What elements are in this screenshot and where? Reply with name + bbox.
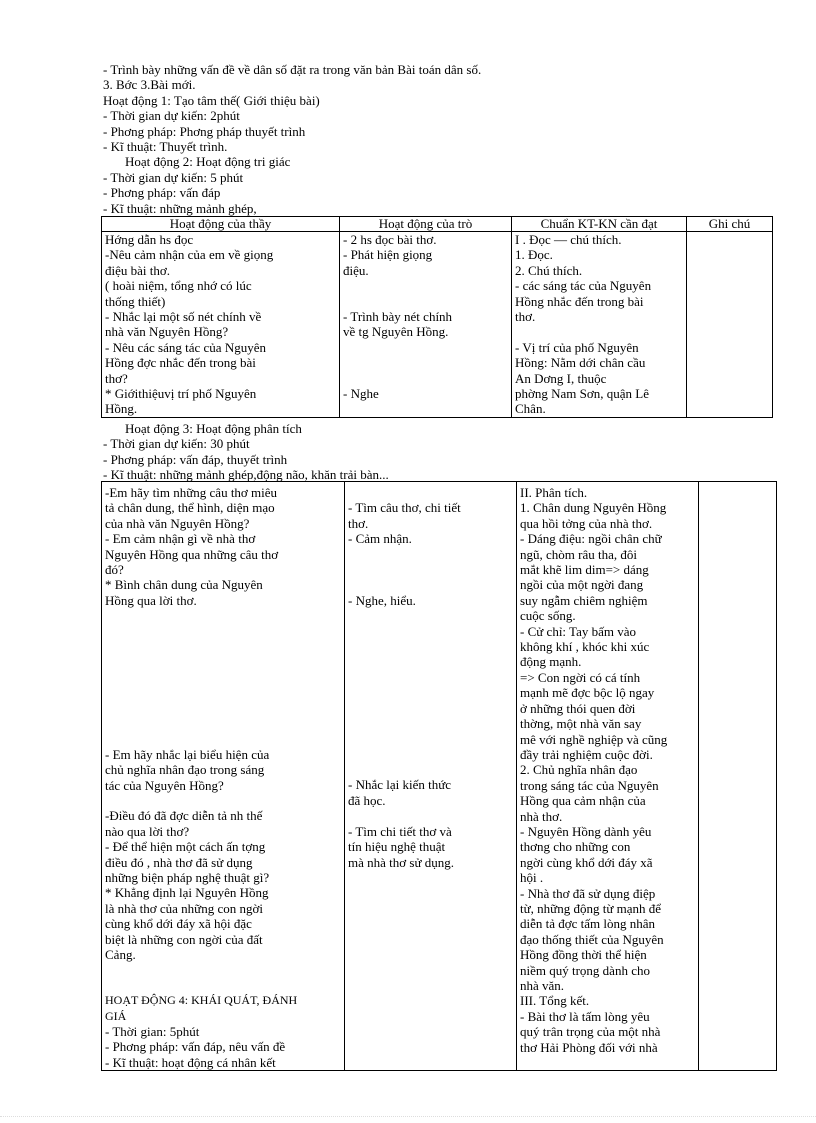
intro-line: - Kĩ thuật: Thuyết trình. — [103, 139, 228, 155]
cell-line: - Nhắc lại một số nét chính về — [105, 309, 262, 325]
cell-line: - Em hãy nhắc lại biểu hiện của — [105, 746, 270, 762]
cell-line: đạo thống thiết của Nguyên — [520, 931, 664, 947]
cell-gap — [105, 962, 341, 977]
notes-cell — [699, 482, 777, 1071]
header-student: Hoạt động của trò — [340, 217, 512, 232]
cell-line: => Con ngời có cá tính — [520, 669, 641, 685]
intro-line: - Phơng pháp: vấn đáp — [103, 185, 221, 201]
cell-line: * Giớithiệuvị trí phố Nguyên — [105, 386, 257, 402]
cell-gap — [348, 624, 513, 639]
cell-gap — [348, 639, 513, 654]
standard-cell — [517, 482, 699, 1071]
cell-line: niềm quý trọng dành cho — [520, 962, 650, 978]
student-cell — [345, 482, 517, 1071]
cell-line: tín hiệu nghệ thuật — [348, 839, 446, 855]
cell-line: điệu bài thơ. — [105, 262, 170, 278]
cell-line: An Dơng I, thuộc — [515, 370, 607, 386]
intro-line: Hoạt động 1: Tạo tâm thế( Giới thiệu bài) — [103, 92, 320, 108]
cell-gap — [343, 355, 508, 370]
cell-line: GIÁ — [105, 1008, 127, 1023]
cell-gap — [105, 670, 341, 685]
table-row — [102, 482, 777, 1071]
cell-line: nhà văn. — [520, 978, 565, 993]
cell-line: thống thiết) — [105, 293, 166, 309]
cell-line: I . Đọc — chú thích. — [515, 232, 622, 247]
cell-line: 1. Chân dung Nguyên Hồng — [520, 500, 667, 516]
cell-gap — [348, 808, 513, 823]
cell-gap — [348, 731, 513, 746]
cell-gap — [105, 731, 341, 746]
cell-gap — [105, 793, 341, 808]
cell-gap — [348, 685, 513, 700]
cell-line: của nhà văn Nguyên Hồng? — [105, 515, 250, 531]
cell-line: biệt là những con ngời của đất — [105, 931, 263, 947]
teacher-cell — [102, 482, 345, 1071]
cell-line: mạnh mẽ đợc bộc lộ ngay — [520, 685, 655, 701]
cell-line: chủ nghĩa nhân đạo trong sáng — [105, 762, 265, 778]
cell-gap — [348, 716, 513, 731]
cell-gap — [348, 670, 513, 685]
cell-line: -Em hãy tìm những câu thơ miêu — [105, 485, 278, 500]
cell-gap — [343, 278, 508, 293]
cell-line: ở những thói quen đời — [520, 700, 636, 716]
intro-line: - Phơng pháp: Phơng pháp thuyết trình — [103, 123, 306, 139]
cell-gap — [105, 654, 341, 669]
cell-line: Hồng nhắc đến trong bài — [515, 293, 644, 309]
table-row — [102, 232, 773, 418]
cell-line: - Nhà thơ đã sử dụng điệp — [520, 885, 656, 901]
cell-line: - Cử chỉ: Tay bấm vào — [520, 623, 637, 639]
cell-gap — [105, 716, 341, 731]
cell-line: * Khẳng định lại Nguyên Hồng — [105, 885, 269, 901]
intro-line: 3. Bớc 3.Bài mới. — [103, 77, 196, 93]
cell-line: đó? — [105, 562, 124, 578]
cell-line: - Nêu các sáng tác của Nguyên — [105, 339, 266, 355]
header-notes: Ghi chú — [687, 217, 773, 232]
intro-line: Hoạt động 2: Hoạt động tri giác — [125, 154, 291, 170]
cell-gap — [348, 762, 513, 777]
page-edge-divider — [0, 1116, 816, 1117]
cell-line: động mạnh. — [520, 654, 582, 670]
cell-gap — [348, 608, 513, 623]
cell-line: - Bài thơ là tấm lòng yêu — [520, 1008, 650, 1024]
cell-line: hội . — [520, 870, 544, 886]
cell-line: 2. Chú thích. — [515, 262, 583, 278]
cell-line: điều đó , nhà thơ đã sử dụng — [105, 854, 253, 870]
cell-line: 2. Chủ nghĩa nhân đạo — [520, 762, 638, 778]
cell-line: những biện pháp nghệ thuật gì? — [105, 870, 270, 885]
mid-line: - Phơng pháp: vấn đáp, thuyết trình — [103, 451, 288, 467]
cell-line: - Phơng pháp: vấn đáp, nêu vấn đề — [105, 1039, 286, 1055]
standard-cell — [512, 232, 687, 418]
notes-cell — [687, 232, 773, 418]
cell-line: -Nêu cảm nhận của em về giọng — [105, 247, 274, 263]
header-standard: Chuẩn KT-KN cần đạt — [512, 217, 687, 232]
cell-line: thơ. — [348, 515, 369, 531]
cell-line: mê với nghề nghiệp và cũng — [520, 731, 668, 747]
intro-line: - Kĩ thuật: những mảnh ghép, — [103, 200, 257, 216]
cell-line: III. Tổng kết. — [520, 993, 590, 1009]
cell-gap — [343, 340, 508, 355]
cell-line: Hồng qua cảm nhận của — [520, 793, 646, 809]
cell-line: Hồng đợc nhắc đến trong bài — [105, 355, 256, 371]
cell-line: thờng, một nhà văn say — [520, 716, 642, 732]
cell-line: suy ngẫm chiêm nghiệm — [520, 592, 648, 608]
cell-line: cuộc sống. — [520, 608, 576, 624]
cell-line: ngồi của một ngời đang — [520, 577, 644, 593]
activity-3-section — [103, 421, 743, 483]
cell-line: diễn tả đợc tấm lòng nhân — [520, 916, 656, 932]
cell-line: - Nghe — [343, 385, 379, 401]
cell-line: nhà thơ. — [520, 808, 563, 824]
cell-line: Hồng. — [105, 401, 138, 417]
cell-line: - các sáng tác của Nguyên — [515, 278, 652, 294]
cell-line: Hồng đồng thời thể hiện — [520, 947, 647, 963]
cell-gap — [348, 747, 513, 762]
cell-line: Nguyên Hồng qua những câu thơ — [105, 546, 279, 562]
cell-line: * Bình chân dung của Nguyên — [105, 577, 263, 593]
cell-line: Hồng: Nằm dới chân cầu — [515, 355, 646, 371]
cell-line: - Nhắc lại kiến thức — [348, 777, 452, 793]
cell-line: trong sáng tác của Nguyên — [520, 777, 659, 793]
cell-line: qua hồi tởng của nhà thơ. — [520, 515, 653, 531]
cell-gap — [105, 685, 341, 700]
cell-line: thơng cho những con — [520, 839, 631, 855]
cell-line: tác của Nguyên Hồng? — [105, 777, 224, 793]
cell-line: II. Phân tích. — [520, 485, 588, 500]
cell-gap — [343, 371, 508, 386]
cell-line: - Nghe, hiểu. — [348, 592, 416, 608]
cell-line: Hồng qua lời thơ. — [105, 592, 197, 608]
cell-line: điệu. — [343, 262, 369, 278]
cell-gap — [343, 294, 508, 309]
cell-line: ngũ, chòm râu tha, đôi — [520, 546, 637, 562]
cell-line: - Nguyên Hồng dành yêu — [520, 823, 652, 839]
cell-line: Hớng dẫn hs đọc — [105, 232, 194, 247]
cell-line: tả chân dung, thể hình, diện mạo — [105, 500, 275, 516]
intro-line: - Thời gian dự kiến: 5 phút — [103, 169, 244, 185]
cell-line: Cảng. — [105, 947, 136, 963]
activity-table-1 — [101, 216, 773, 418]
cell-line: là nhà thơ của những con ngời — [105, 900, 263, 916]
cell-gap — [105, 608, 341, 623]
student-cell — [340, 232, 512, 418]
cell-line: - Thời gian: 5phút — [105, 1024, 200, 1040]
table-header-row — [102, 217, 773, 232]
cell-line: từ, những động từ mạnh để — [520, 900, 662, 916]
cell-line: mắt khẽ lim dim=> dáng — [520, 562, 649, 578]
intro-line: - Trình bày những vấn đề về dân số đặt ra trong văn bản Bài toán dân số. — [103, 62, 482, 77]
cell-line: - Vị trí của phố Nguyên — [515, 339, 639, 355]
cell-line: quý trân trọng của một nhà — [520, 1024, 661, 1040]
cell-gap — [105, 701, 341, 716]
cell-gap — [105, 978, 341, 993]
cell-line: - Dáng điệu: ngồi chân chữ — [520, 531, 662, 547]
cell-gap — [348, 547, 513, 562]
cell-line: mà nhà thơ sử dụng. — [348, 854, 454, 870]
cell-line: - Để thể hiện một cách ấn tợng — [105, 839, 266, 855]
cell-line: nhà văn Nguyên Hồng? — [105, 324, 229, 340]
cell-line: - Tìm câu thơ, chi tiết — [348, 500, 461, 516]
cell-line: đã học. — [348, 792, 386, 808]
cell-gap — [105, 624, 341, 639]
cell-line: ngời cùng khổ dới đáy xã — [520, 854, 653, 870]
cell-gap — [515, 324, 683, 339]
cell-line: - Cảm nhận. — [348, 531, 412, 547]
cell-line: - 2 hs đọc bài thơ. — [343, 232, 437, 247]
cell-line: thơ? — [105, 370, 128, 386]
cell-line: HOẠT ĐỘNG 4: KHÁI QUÁT, ĐÁNH — [105, 993, 298, 1008]
cell-line: phờng Nam Sơn, quận Lê — [515, 386, 649, 402]
cell-line: ( hoài niệm, tổng nhớ có lúc — [105, 278, 252, 294]
cell-gap — [348, 654, 513, 669]
cell-gap — [348, 577, 513, 592]
mid-line: - Thời gian dự kiến: 30 phút — [103, 436, 250, 452]
cell-line: -Điều đó đã đợc diễn tả nh thế — [105, 808, 263, 824]
cell-line: - Kĩ thuật: hoạt động cá nhân kết — [105, 1054, 276, 1070]
cell-line: cùng khổ dới đáy xã hội đặc — [105, 916, 252, 932]
intro-section — [103, 62, 743, 216]
mid-line: Hoạt động 3: Hoạt động phân tích — [125, 421, 302, 436]
cell-gap — [105, 639, 341, 654]
cell-line: Chân. — [515, 401, 546, 417]
cell-line: - Trình bày nét chính — [343, 309, 453, 324]
cell-line: - Tìm chi tiết thơ và — [348, 823, 452, 839]
cell-gap — [348, 485, 513, 500]
mid-line: - Kĩ thuật: những mảnh ghép,động não, khăn trải bàn... — [103, 467, 389, 483]
cell-line: về tg Nguyên Hồng. — [343, 324, 449, 340]
cell-line: thơ. — [515, 309, 536, 325]
cell-gap — [348, 701, 513, 716]
cell-gap — [348, 562, 513, 577]
header-teacher: Hoạt động của thầy — [102, 217, 340, 232]
teacher-cell — [102, 232, 340, 418]
cell-line: thơ Hải Phòng đối với nhà — [520, 1039, 658, 1055]
activity-table-2 — [101, 481, 777, 1071]
cell-line: không khí , khóc khi xúc — [520, 639, 650, 655]
cell-line: - Phát hiện giọng — [343, 247, 433, 263]
intro-line: - Thời gian dự kiến: 2phút — [103, 108, 240, 124]
cell-line: đầy trải nghiệm cuộc đời. — [520, 746, 653, 762]
cell-line: - Em cảm nhận gì về nhà thơ — [105, 531, 256, 547]
cell-line: 1. Đọc. — [515, 247, 553, 263]
cell-line: nào qua lời thơ? — [105, 823, 190, 839]
